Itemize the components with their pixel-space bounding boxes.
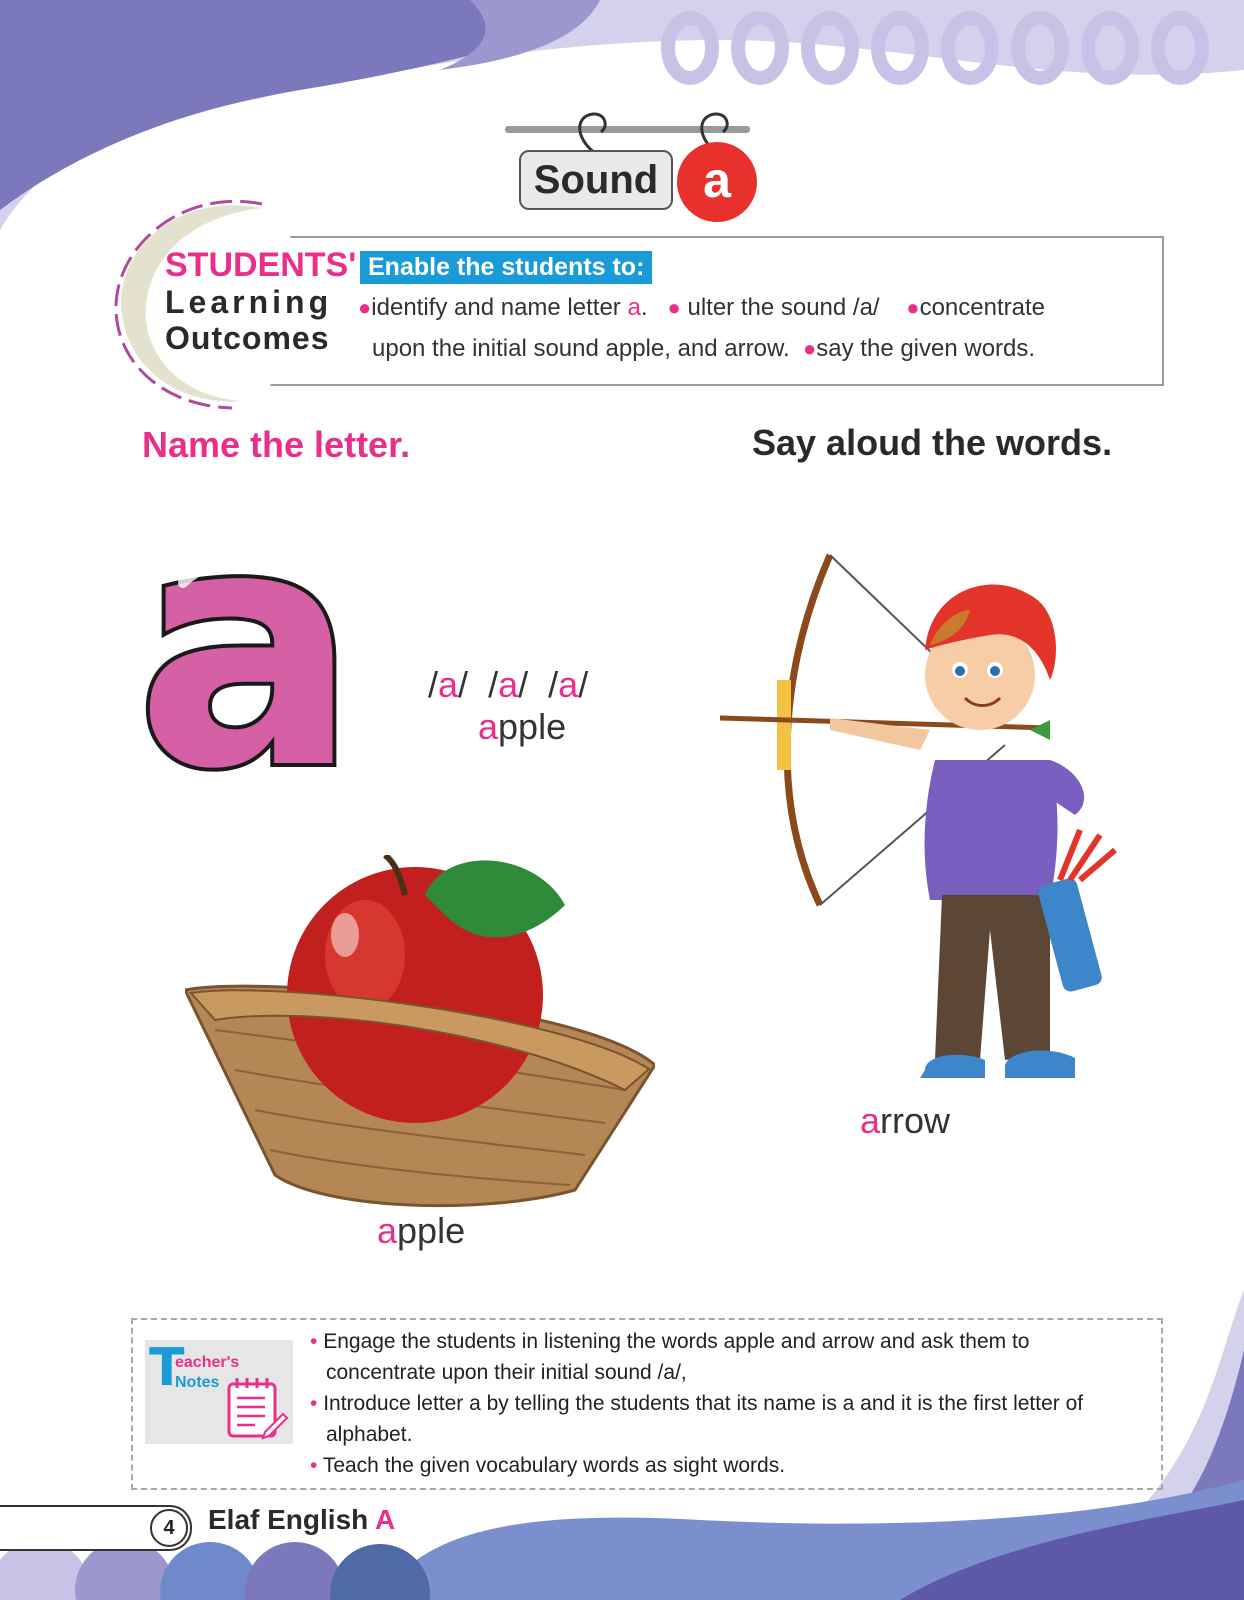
apple-word-bottom: apple bbox=[377, 1210, 466, 1251]
sound-title bbox=[505, 108, 765, 228]
teachers-notes-line1: eacher's bbox=[175, 1354, 240, 1371]
bullet-icon: ● bbox=[802, 336, 817, 361]
teachers-notes-badge bbox=[145, 1340, 293, 1444]
list-item: • Engage the students in listening the words apple and arrow and ask them to bbox=[310, 1330, 1030, 1353]
outcomes-badge-line1: STUDENTS' bbox=[165, 246, 357, 284]
sound-chant: /a/ /a/ /a/ bbox=[428, 664, 589, 705]
bullet-icon: ● bbox=[667, 295, 681, 320]
sound-letter: a bbox=[677, 142, 757, 222]
arrow-word: arrow bbox=[860, 1100, 951, 1141]
sound-label: Sound bbox=[519, 150, 673, 210]
outcomes-heading: Enable the students to: bbox=[360, 251, 652, 284]
list-item: alphabet. bbox=[326, 1423, 413, 1446]
big-letter: a bbox=[135, 535, 359, 795]
list-item: • Introduce letter a by telling the students that its name is a and it is the first letter of bbox=[310, 1392, 1084, 1415]
teachers-notes-t: T bbox=[149, 1338, 185, 1398]
apple-basket-icon bbox=[185, 855, 655, 1220]
archer-boy-icon bbox=[720, 550, 1140, 1110]
book-title: Elaf English A bbox=[208, 1504, 396, 1535]
outcomes-badge-line2: Learning bbox=[165, 284, 333, 320]
bullet-icon: ● bbox=[906, 295, 920, 320]
teachers-notes-list bbox=[310, 1326, 1150, 1481]
outcomes-line-1: ●identify and name letter a. ● ulter the sound /a/ ●concentrate bbox=[358, 294, 1045, 321]
page-number: 4 bbox=[150, 1509, 188, 1547]
right-heading: Say aloud the words. bbox=[752, 422, 1113, 463]
big-letter-a-icon bbox=[125, 535, 370, 795]
outcomes-line-2: upon the initial sound apple, and arrow. ●say the given words. bbox=[372, 335, 1036, 362]
apple-word-top: apple bbox=[478, 706, 567, 747]
list-item: • Teach the given vocabulary words as sight words. bbox=[310, 1454, 786, 1477]
notepad-icon bbox=[225, 1376, 289, 1440]
bullet-icon: ● bbox=[358, 295, 372, 320]
outcomes-badge-line3: Outcomes bbox=[165, 320, 330, 356]
teachers-notes-line2: Notes bbox=[175, 1374, 220, 1391]
list-item: concentrate upon their initial sound /a/, bbox=[326, 1361, 687, 1384]
outcomes-badge bbox=[165, 246, 357, 356]
left-heading: Name the letter. bbox=[142, 424, 411, 465]
